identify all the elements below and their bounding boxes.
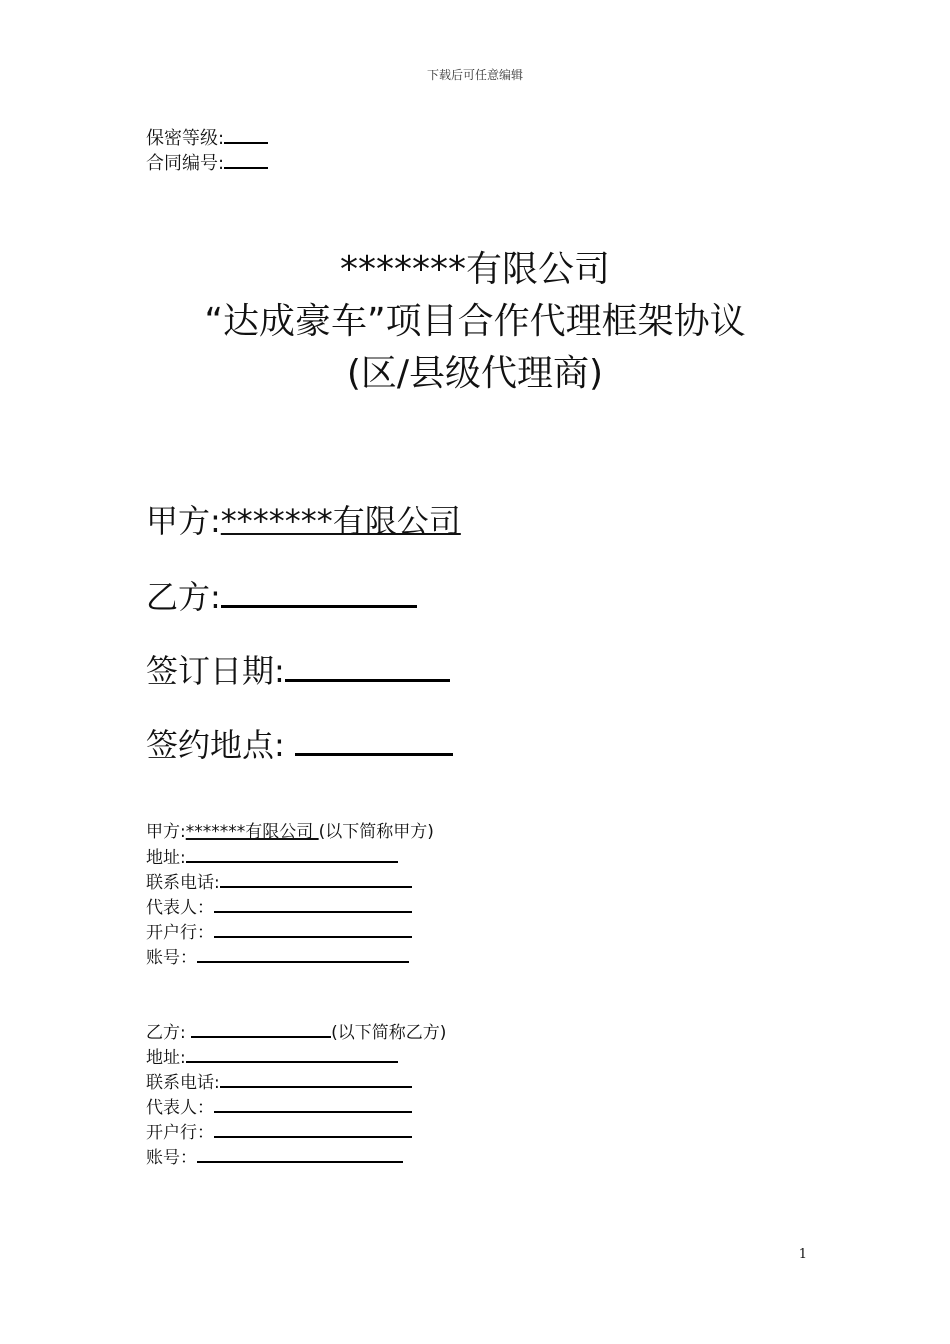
party-b-name-blank [191, 1020, 331, 1038]
contract-no-blank [224, 149, 268, 169]
page-number: 1 [798, 1247, 807, 1262]
party-a-suffix: (以下简称甲方) [318, 822, 434, 842]
signing-party-a [146, 500, 461, 542]
party-b-address-row [146, 1045, 446, 1070]
signing-party-a-value: *******有限公司 [220, 502, 461, 540]
security-level-line [146, 124, 268, 151]
party-b-phone-row [146, 1070, 446, 1095]
signing-party-b-label: 乙方: [146, 578, 221, 616]
security-level-label: 保密等级: [146, 128, 225, 149]
party-a-address-row [146, 845, 434, 870]
title-company: *******有限公司 [339, 249, 610, 290]
party-b-bank-row [146, 1120, 446, 1145]
party-b-block [146, 1020, 446, 1170]
party-a-name-row [146, 820, 434, 845]
party-a-label: 甲方: [146, 822, 186, 842]
title-agent-level: (区/县级代理商) [346, 353, 604, 394]
party-a-bank-row [146, 920, 434, 945]
party-a-phone-label: 联系电话: [146, 873, 220, 893]
contract-no-line [146, 149, 268, 176]
party-a-account-label: 账号： [146, 948, 197, 968]
signing-party-b-blank [221, 577, 417, 608]
party-b-phone-label: 联系电话: [146, 1073, 220, 1093]
party-b-rep-blank [214, 1095, 412, 1113]
signing-date [146, 650, 450, 692]
signing-date-blank [285, 651, 450, 682]
party-b-account-row [146, 1145, 446, 1170]
party-a-name: *******有限公司 [185, 822, 319, 842]
party-a-phone-blank [220, 870, 412, 888]
party-a-phone-row [146, 870, 434, 895]
party-a-block [146, 820, 434, 970]
signing-place-blank [295, 725, 453, 756]
party-a-account-row [146, 945, 434, 970]
party-b-name-row [146, 1020, 446, 1045]
signing-date-label: 签订日期: [146, 652, 285, 690]
signing-party-a-label: 甲方: [146, 502, 221, 540]
party-b-label: 乙方: [146, 1023, 192, 1043]
security-level-blank [224, 124, 268, 144]
party-b-address-label: 地址: [146, 1048, 186, 1068]
party-a-rep-blank [214, 895, 412, 913]
title-agreement: “达成豪车”项目合作代理框架协议 [204, 301, 746, 342]
party-b-bank-blank [214, 1120, 412, 1138]
party-a-address-blank [186, 845, 398, 863]
party-b-suffix: (以下简称乙方) [331, 1023, 447, 1043]
party-b-rep-row [146, 1095, 446, 1120]
party-b-account-blank [197, 1145, 403, 1163]
signing-place-label: 签约地点: [146, 726, 295, 764]
signing-place [146, 724, 453, 766]
signing-party-b [146, 576, 417, 618]
party-a-rep-label: 代表人： [146, 898, 214, 918]
party-b-account-label: 账号： [146, 1148, 197, 1168]
party-b-bank-label: 开户行： [146, 1123, 214, 1143]
party-a-bank-label: 开户行： [146, 923, 214, 943]
header-note: 下载后可任意编辑 [426, 68, 523, 82]
party-a-account-blank [197, 945, 409, 963]
contract-no-label: 合同编号: [146, 153, 225, 174]
party-b-phone-blank [220, 1070, 412, 1088]
party-a-rep-row [146, 895, 434, 920]
party-b-rep-label: 代表人： [146, 1098, 214, 1118]
party-b-address-blank [186, 1045, 398, 1063]
party-a-address-label: 地址: [146, 848, 186, 868]
party-a-bank-blank [214, 920, 412, 938]
